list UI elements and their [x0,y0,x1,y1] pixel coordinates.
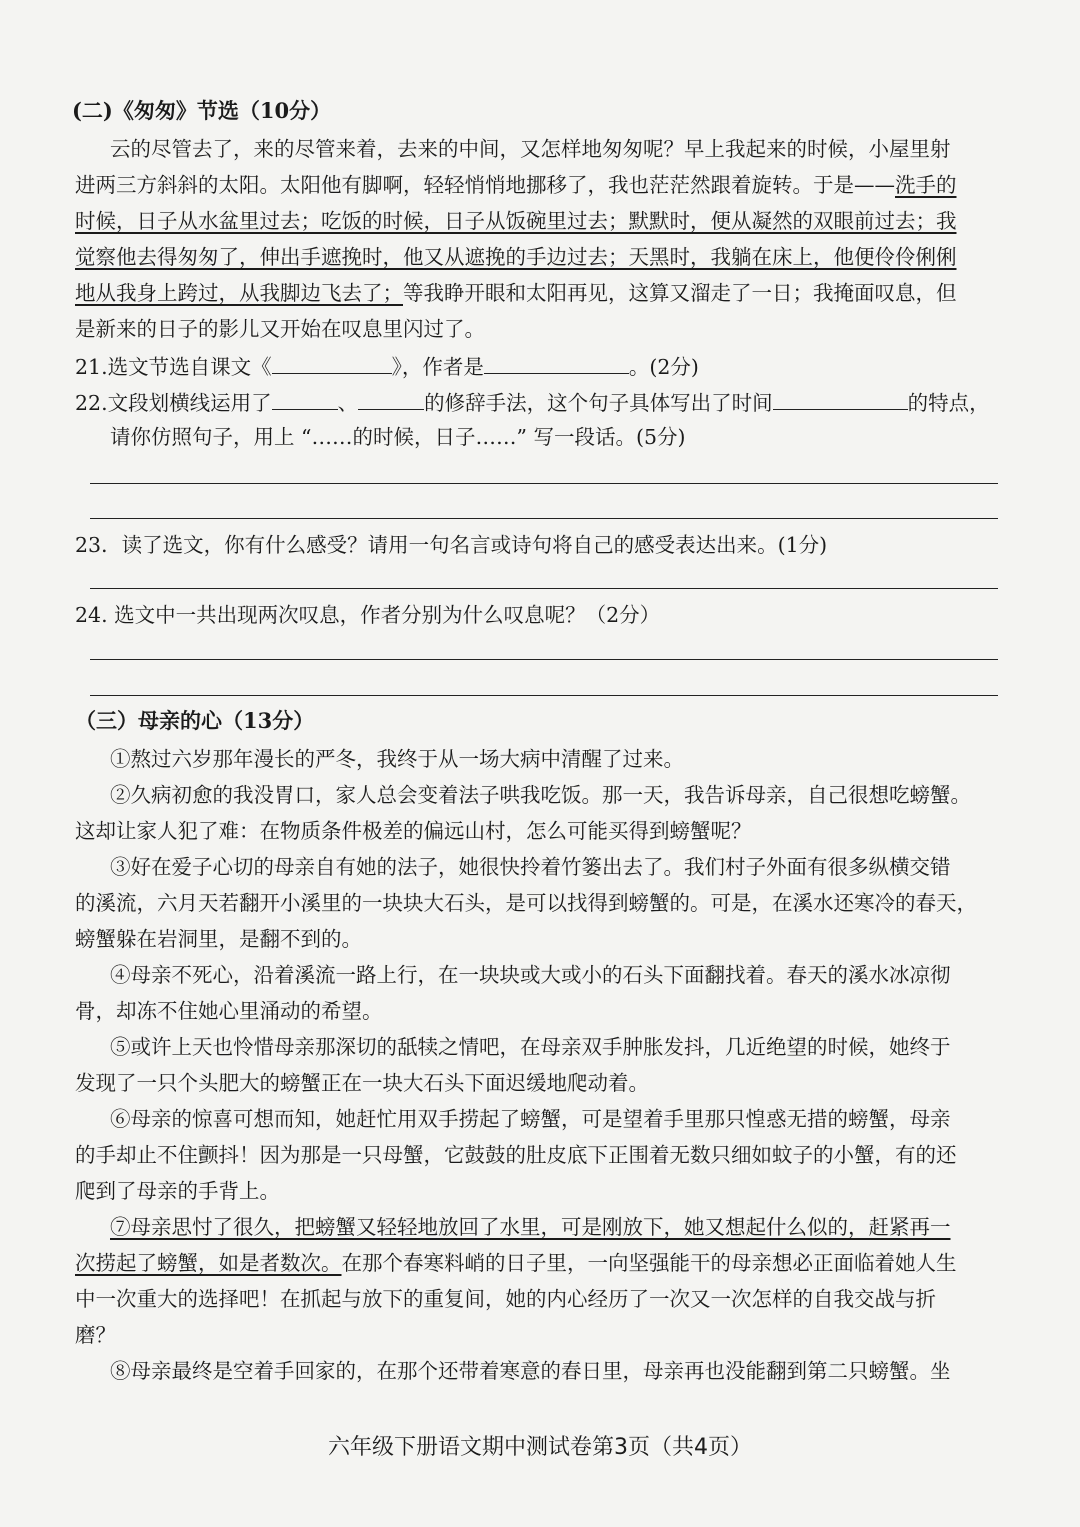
paragraph-2-line-2: 这却让家人犯了难：在物质条件极差的偏远山村，怎么可能买得到螃蟹呢？ [75,819,752,843]
section3-title: （三）母亲的心（13分） [75,708,315,733]
paragraph-2-line-1: ②久病初愈的我没胃口，家人总会变着法子哄我吃饭。那一天，我告诉母亲，自己很想吃螃蟹。 [110,783,971,807]
paragraph-3-line-1: ③好在爱子心切的母亲自有她的法子，她很快拎着竹篓出去了。我们村子外面有很多纵横交错 [110,855,951,879]
answer-blank[interactable] [272,387,338,410]
passage-line-4: 觉察他去得匆匆了，伸出手遮挽时，他又从遮挽的手边过去；天黑时，我躺在床上，他便伶伶俐俐 [75,245,957,269]
answer-blank[interactable] [272,351,392,374]
paragraph-4-line-2: 骨，却冻不住她心里涌动的希望。 [75,999,383,1023]
paragraph-5-line-2: 发现了一只个头肥大的螃蟹正在一块大石头下面迟缓地爬动着。 [75,1071,649,1095]
paragraph-7-line-4: 磨？ [75,1323,116,1347]
paragraph-6-line-3: 爬到了母亲的手背上。 [75,1179,280,1203]
paragraph-7-line-2: 次捞起了螃蟹，如是者数次。在那个春寒料峭的日子里，一向坚强能干的母亲想必正面临着她人生 [75,1251,957,1275]
answer-line[interactable] [90,588,998,589]
passage-line-5: 地从我身上跨过，从我脚边飞去了；等我睁开眼和太阳再见，这算又溜走了一日；我掩面叹息，但 [75,281,957,305]
paragraph-3-line-2: 的溪流，六月天若翻开小溪里的一块块大石头，是可以找得到螃蟹的。可是，在溪水还寒冷的春天， [75,891,977,915]
question-24: 24. 选文中一共出现两次叹息，作者分别为什么叹息呢？（2分） [75,603,661,627]
question-23: 23．读了选文，你有什么感受？请用一句名言或诗句将自己的感受表达出来。(1分) [75,533,828,557]
section2-title: (二)《匆匆》节选（10分） [72,98,332,123]
paragraph-6-line-1: ⑥母亲的惊喜可想而知，她赶忙用双手捞起了螃蟹，可是望着手里那只惶惑无措的螃蟹，母亲 [110,1107,951,1131]
passage-line-1: 云的尽管去了，来的尽管来着，去来的中间，又怎样地匆匆呢？早上我起来的时候，小屋里射 [110,137,951,161]
answer-line[interactable] [90,518,998,519]
passage-line-2: 进两三方斜斜的太阳。太阳他有脚啊，轻轻悄悄地挪移了，我也茫茫然跟着旋转。于是——洗手的 [75,173,957,197]
question-22: 22.文段划横线运用了 、 的修辞手法，这个句子具体写出了时间 的特点， [75,387,1020,417]
passage-line-6: 是新来的日子的影儿又开始在叹息里闪过了。 [75,317,485,341]
answer-line[interactable] [90,695,998,696]
paragraph-8-line-1: ⑧母亲最终是空着手回家的，在那个还带着寒意的春日里，母亲再也没能翻到第二只螃蟹。坐 [110,1359,951,1383]
underlined-sentence: 洗手的 [895,173,957,197]
answer-blank[interactable] [358,387,424,410]
answer-line[interactable] [90,659,998,660]
page-footer: 六年级下册语文期中测试卷第3页（共4页） [328,1435,752,1460]
passage-line-3: 时候，日子从水盆里过去；吃饭的时候，日子从饭碗里过去；默默时，便从凝然的双眼前过去；我 [75,209,957,233]
answer-line[interactable] [90,483,998,484]
paragraph-7-line-1: ⑦母亲思忖了很久，把螃蟹又轻轻地放回了水里，可是刚放下，她又想起什么似的，赶紧再一 [110,1215,951,1239]
answer-blank[interactable] [773,387,908,410]
paragraph-4-line-1: ④母亲不死心，沿着溪流一路上行，在一块块或大或小的石头下面翻找着。春天的溪水冰凉彻 [110,963,951,987]
question-21: 21.选文节选自课文《 》，作者是 。(2分) [75,351,1020,381]
paragraph-5-line-1: ⑤或许上天也怜惜母亲那深切的舐犊之情吧，在母亲双手肿胀发抖，几近绝望的时候，她终于 [110,1035,951,1059]
answer-blank[interactable] [484,351,629,374]
question-22-instruction: 请你仿照句子，用上 “……的时候，日子……” 写一段话。(5分) [110,425,686,449]
paragraph-1: ①熬过六岁那年漫长的严冬，我终于从一场大病中清醒了过来。 [110,747,684,771]
paragraph-7-line-3: 中一次重大的选择吧！在抓起与放下的重复间，她的内心经历了一次又一次怎样的自我交战与折 [75,1287,936,1311]
paragraph-6-line-2: 的手却止不住颤抖！因为那是一只母蟹，它鼓鼓的肚皮底下正围着无数只细如蚊子的小蟹，有的还 [75,1143,957,1167]
paragraph-3-line-3: 螃蟹躲在岩洞里，是翻不到的。 [75,927,362,951]
